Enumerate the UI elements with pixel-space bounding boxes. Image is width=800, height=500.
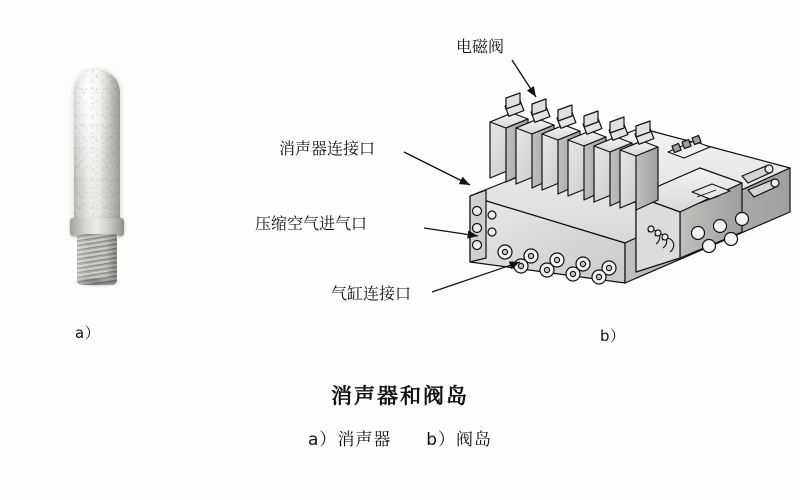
- callout-solenoid-valve: 电磁阀: [456, 37, 505, 56]
- callout-compressed-air-inlet: 压缩空气进气口: [255, 214, 368, 233]
- panel-label-b: b）: [600, 327, 626, 345]
- figure-caption-subtitle: [0, 425, 800, 450]
- panel-label-a: a）: [75, 324, 101, 342]
- figure-caption-title: 消声器和阀岛: [331, 384, 469, 408]
- callout-cylinder-port: 气缸连接口: [331, 284, 412, 303]
- caption-item-a: a）消声器: [307, 430, 392, 450]
- caption-item-b: b）阀岛: [426, 430, 493, 450]
- sintered-filter-element: [74, 70, 120, 225]
- callout-silencer-port: 消声器连接口: [279, 139, 376, 158]
- silencer-shadow: [72, 278, 122, 288]
- silencer-photo: [30, 70, 180, 310]
- silencer-body-group: [68, 70, 126, 285]
